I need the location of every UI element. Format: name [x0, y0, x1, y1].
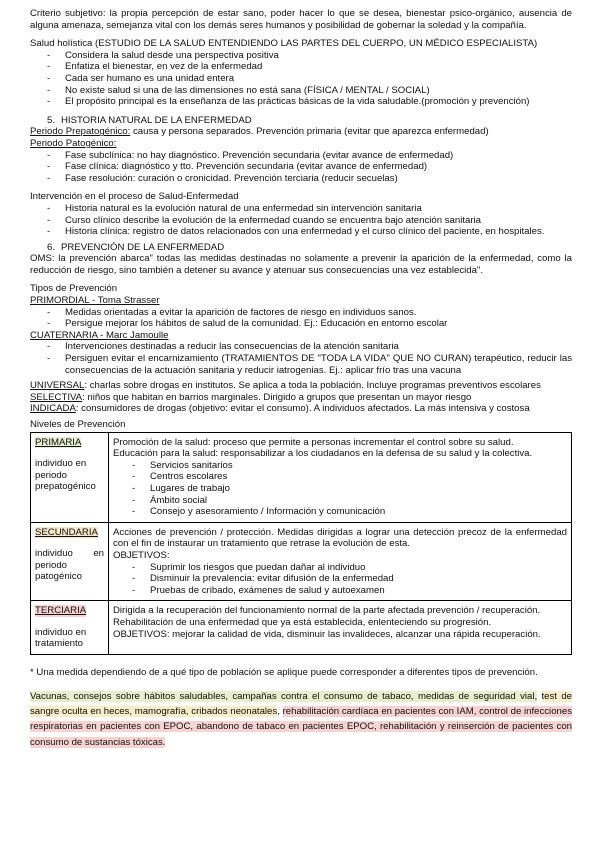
- examples-paragraph: [30, 689, 572, 751]
- section-5-heading: [30, 115, 572, 127]
- list-item: - Consejo y asesoramiento / Información y comunicación: [132, 506, 567, 518]
- description-line: Promoción de la salud: proceso que permite a personas incrementar el control sobre su salud.: [113, 436, 514, 448]
- description-line: Rehabilitación de una enfermedad que ya está establecida, enlenteciendo su progresión.: [113, 616, 492, 628]
- intervention-list: [30, 203, 572, 238]
- level-target: individuo en tratamiento: [35, 626, 87, 650]
- pathogenic-list: [30, 150, 572, 185]
- section-number: 6.: [47, 241, 56, 253]
- primordial-label: PRIMORDIAL - Toma Strasser: [30, 295, 160, 307]
- list-item: - Cada ser humano es una unidad entera: [47, 73, 572, 85]
- holistic-title: Salud holística (ESTUDIO DE LA SALUD ENTENDIENDO LAS PARTES DEL CUERPO, UN MÉDICO ESPECIALISTA): [30, 38, 538, 50]
- level-name: SECUNDARIA: [35, 526, 98, 538]
- prepathogenic-line: [30, 126, 572, 138]
- primary-examples: Vacunas, consejos sobre hábitos saludables, campañas contra el consumo de tabaco, medidas de seguridad vial,: [30, 690, 538, 702]
- secundaria-list: [113, 562, 567, 597]
- description-line: OBJETIVOS: mejorar la calidad de vida, disminuir las invalideces, alcanzar una rápida recuperación.: [113, 628, 541, 640]
- section-6-heading: [30, 242, 572, 254]
- selectiva-label: SELECTIVA: [30, 391, 83, 403]
- list-item: - Medidas orientadas a evitar la aparición de factores de riesgo en individuos sanos.: [47, 307, 572, 319]
- list-item: - Lugares de trabajo: [132, 483, 567, 495]
- list-item: - Ámbito social: [132, 495, 567, 507]
- level-cell: [31, 432, 109, 522]
- description-line: Dirigida a la recuperación del funcionamiento normal de la parte afectada prevención / recuperación.: [113, 605, 541, 617]
- intervention-title: Intervención en el proceso de Salud-Enfermedad: [30, 191, 239, 203]
- level-description: [109, 432, 572, 522]
- level-cell: [31, 522, 109, 601]
- footnote: * Una medida dependiendo de a qué tipo de población se aplique puede corresponder a diferentes tipos de prevención.: [30, 666, 538, 678]
- level-description: [109, 601, 572, 655]
- list-item: - Centros escolares: [132, 471, 567, 483]
- levels-title: Niveles de Prevención: [30, 419, 126, 430]
- examples-separator: ,: [277, 705, 283, 717]
- cuaternaria-list: [30, 341, 572, 376]
- intro-paragraph: Criterio subjetivo: la propia percepción de estar sano, poder hacer lo que se desea, bienestar psico-orgánico, ausencia de alguna amenaza, semejanza vital con los demás seres humanos y posibilidad de gobernar la soledad y la compañía.: [30, 8, 572, 31]
- pathogenic-label: Periodo Patogénico:: [30, 137, 117, 149]
- indicada-line: [30, 403, 572, 415]
- level-target: individuo en periodo patogénico: [35, 548, 104, 583]
- universal-label: UNIVERSAL: [30, 380, 85, 392]
- prepathogenic-label: Periodo Prepatogénico:: [30, 126, 131, 138]
- list-item: - Historia clínica: registro de datos relacionados con una enfermedad y el curso clínico del paciente, en hospitales.: [47, 226, 572, 238]
- document-page: [30, 8, 572, 750]
- level-name: PRIMARIA: [35, 436, 82, 448]
- list-item: - Enfatiza el bienestar, en vez de la enfermedad: [47, 61, 572, 73]
- tertiary-examples: rehabilitación cardíaca en pacientes con IAM, control de infecciones respiratorias en pacientes con EPOC, abandono de tabaco en pacientes EPOC, rehabilitación y reinserción de pacientes con consumo de sustancias tóxicas.: [30, 705, 572, 748]
- holistic-list: [30, 50, 572, 108]
- indicada-text: : consumidores de drogas (objetivo: evitar el consumo). A individuos afectados. La más intensiva y costosa: [75, 403, 530, 415]
- level-description: [109, 522, 572, 601]
- primaria-list: [113, 460, 567, 518]
- list-item: - Pruebas de cribado, exámenes de salud y autoexamen: [132, 585, 567, 597]
- prepathogenic-text: causa y persona separados. Prevención primaria (evitar que aparezca enfermedad): [130, 126, 489, 138]
- table-row: [31, 601, 572, 655]
- description-line: Educación para la salud: responsabilizar a los ciudadanos en la defensa de su salud y la colectiva.: [113, 448, 533, 460]
- cuaternaria-label: CUATERNARIA - Marc Jamoulle: [30, 329, 169, 341]
- primordial-list: [30, 307, 572, 330]
- level-name: TERCIARIA: [35, 605, 87, 617]
- list-item: - Considera la salud desde una perspectiva positiva: [47, 50, 572, 62]
- list-item: - Fase subclínica: no hay diagnóstico. Prevención secundaria (evitar avance de enfermedad): [47, 150, 572, 162]
- table-row: [31, 522, 572, 601]
- list-item: - Servicios sanitarios: [132, 460, 567, 472]
- list-item: - Curso clínico describe la evolución de la enfermedad cuando se encuentra bajo atención sanitaria: [47, 215, 572, 227]
- list-item: - Fase resolución: curación o cronicidad. Prevención terciaria (reducir secuelas): [47, 173, 572, 185]
- secondary-examples: test de sangre oculta en heces, mamografía, cribados neonatales: [30, 690, 572, 717]
- list-item: - Suprimir los riesgos que puedan dañar al individuo: [132, 562, 567, 574]
- list-item: - Fase clínica: diagnóstico y tto. Prevención secundaria (evitar avance de enfermedad): [47, 161, 572, 173]
- oms-paragraph: OMS: la prevención abarca" todas las medidas destinadas no solamente a prevenir la aparición de la enfermedad, como la reducción de riesgo, sino también a detener su avance y atenuar sus consecuencias una vez establecida".: [30, 253, 572, 276]
- list-item: - No existe salud si una de las dimensiones no está sana (FÍSICA / MENTAL / SOCIAL): [47, 85, 572, 97]
- universal-line: [30, 380, 572, 392]
- list-item: - El propósito principal es la enseñanza de las prácticas básicas de la vida saludable.(promoción y prevención): [47, 96, 572, 108]
- selectiva-text: : niños que habitan en barrios marginales. Dirigido a grupos que presentan un mayor riesgo: [82, 391, 472, 403]
- list-item: - Persiguen evitar el encarnizamiento (TRATAMIENTOS DE "TODA LA VIDA" QUE NO CURAN) terapéutico, reducir las consecuencias de la actuación sanitaria y reducir iatrogenias. Ej.: aplicar frío tras una vacuna: [47, 353, 572, 376]
- universal-text: : charlas sobre drogas en institutos. Se aplica a toda la población. Incluye programas preventivos escolares: [84, 380, 541, 392]
- indicada-label: INDICADA: [30, 403, 76, 415]
- level-cell: [31, 601, 109, 655]
- types-title: Tipos de Prevención: [30, 283, 118, 295]
- list-item: - Intervenciones destinadas a reducir las consecuencias de la atención sanitaria: [47, 341, 572, 353]
- table-row: [31, 432, 572, 522]
- section-title: PREVENCIÓN DE LA ENFERMEDAD: [61, 241, 225, 253]
- list-item: - Persigue mejorar los hábitos de salud de la comunidad. Ej.: Educación en entorno escolar: [47, 318, 572, 330]
- section-title: HISTORIA NATURAL DE LA ENFERMEDAD: [61, 114, 252, 126]
- section-number: 5.: [47, 114, 56, 126]
- description-line: Acciones de prevención / protección. Medidas dirigidas a lograr una detección precoz de la enfermedad con el fin de instaurar un tratamiento que retrase la evolución de esta.: [113, 526, 567, 550]
- list-item: - Disminuir la prevalencia: evitar difusión de la enfermedad: [132, 573, 567, 585]
- objectives-label: OBJETIVOS:: [113, 549, 170, 561]
- list-item: - Historia natural es la evolución natural de una enfermedad sin intervención sanitaria: [47, 203, 572, 215]
- selectiva-line: [30, 392, 572, 404]
- level-target: individuo en periodo prepatogénico: [35, 458, 96, 493]
- levels-table: [30, 432, 572, 655]
